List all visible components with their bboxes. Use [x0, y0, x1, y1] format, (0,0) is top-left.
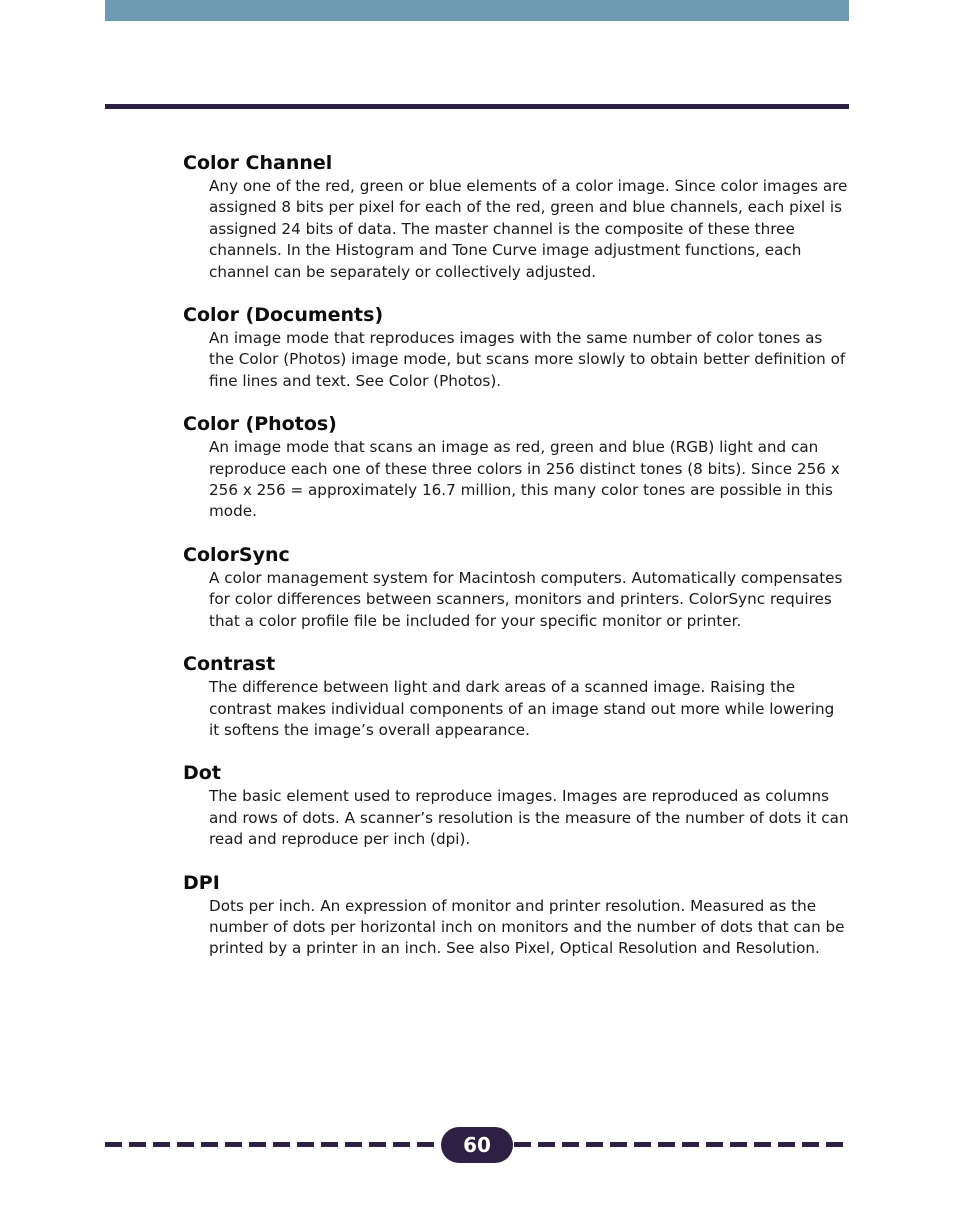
glossary-term: Color Channel: [183, 152, 333, 174]
glossary-entry-contrast: [183, 651, 849, 741]
glossary-entry-colorsync: [183, 542, 849, 632]
glossary-term: ColorSync: [183, 543, 290, 566]
footer-dashes-left: [105, 1142, 434, 1147]
footer-dashes-right: [514, 1142, 843, 1147]
footer-dash: [105, 1142, 122, 1147]
footer-dash: [586, 1142, 603, 1147]
footer-dash: [297, 1142, 314, 1147]
footer-dash: [345, 1142, 362, 1147]
footer-dash: [417, 1142, 434, 1147]
glossary-entry-dot: [183, 760, 849, 850]
glossary-definition: Any one of the red, green or blue elements of a color image. Since color images are assigned 8 bits per pixel for each of the red, green and blue channels, each pixel is assigned 24 bits of data. The master channel is the composite of these three channels. In the Histogram and Tone Curve image adjustment functions, each channel can be separately or collectively adjusted.: [209, 177, 848, 281]
glossary-content: [183, 150, 849, 979]
glossary-definition: An image mode that scans an image as red, green and blue (RGB) light and can reproduce each one of these three colors in 256 distinct tones (8 bits). Since 256 x 256 x 256 = approximately 16.7 million, this many color tones are possible in this mode.: [209, 438, 840, 521]
glossary-entry-color-documents: [183, 302, 849, 392]
footer-dash: [610, 1142, 627, 1147]
glossary-entry-color-photos: [183, 411, 849, 523]
footer-dash: [754, 1142, 771, 1147]
footer-dash: [634, 1142, 651, 1147]
footer-dash: [562, 1142, 579, 1147]
footer-dash: [321, 1142, 338, 1147]
footer-dash: [153, 1142, 170, 1147]
footer-dash: [273, 1142, 290, 1147]
glossary-term: Color (Documents): [183, 304, 384, 327]
footer-dash: [514, 1142, 531, 1147]
glossary-term: Color (Photos): [183, 413, 337, 436]
glossary-definition: The basic element used to reproduce images. Images are reproduced as columns and rows of dots. A scanner’s resolution is the measure of the number of dots it can read and reproduce per inch (dpi).: [209, 787, 849, 849]
header-band: [105, 0, 849, 21]
glossary-definition: The difference between light and dark areas of a scanned image. Raising the contrast makes individual components of an image stand out more while lowering it softens the image’s overall appearance.: [209, 678, 835, 739]
glossary-term: Contrast: [183, 653, 276, 676]
footer-dash: [225, 1142, 242, 1147]
glossary-definition: A color management system for Macintosh computers. Automatically compensates for color differences between scanners, monitors and printers. ColorSync requires that a color profile file be included for your specific monitor or printer.: [209, 568, 843, 630]
glossary-term: Dot: [183, 762, 221, 785]
footer-dash: [201, 1142, 218, 1147]
footer-dash: [393, 1142, 410, 1147]
footer-dash: [129, 1142, 146, 1147]
footer-dash: [730, 1142, 747, 1147]
glossary-entry-color-channel: [183, 150, 849, 283]
footer-dash: [802, 1142, 819, 1147]
footer-dash: [249, 1142, 266, 1147]
footer-dash: [706, 1142, 723, 1147]
footer-dash: [826, 1142, 843, 1147]
glossary-definition: Dots per inch. An expression of monitor and printer resolution. Measured as the number of dots per horizontal inch on monitors and the number of dots that can be printed by a printer in an inch. See also Pixel, Optical Resolution and Resolution.: [209, 896, 845, 958]
footer-dash: [369, 1142, 386, 1147]
footer-dash: [682, 1142, 699, 1147]
glossary-term: DPI: [183, 871, 220, 894]
glossary-definition: An image mode that reproduces images with the same number of color tones as the Color (Photos) image mode, but scans more slowly to obtain better definition of fine lines and text. See Color (Photos).: [209, 329, 846, 390]
footer-dash: [177, 1142, 194, 1147]
footer-dash: [658, 1142, 675, 1147]
glossary-entry-dpi: [183, 870, 849, 960]
page-number: 60: [441, 1127, 513, 1163]
footer-dash: [538, 1142, 555, 1147]
page-footer: [105, 1127, 849, 1163]
footer-dash: [778, 1142, 795, 1147]
header-rule: [105, 104, 849, 109]
